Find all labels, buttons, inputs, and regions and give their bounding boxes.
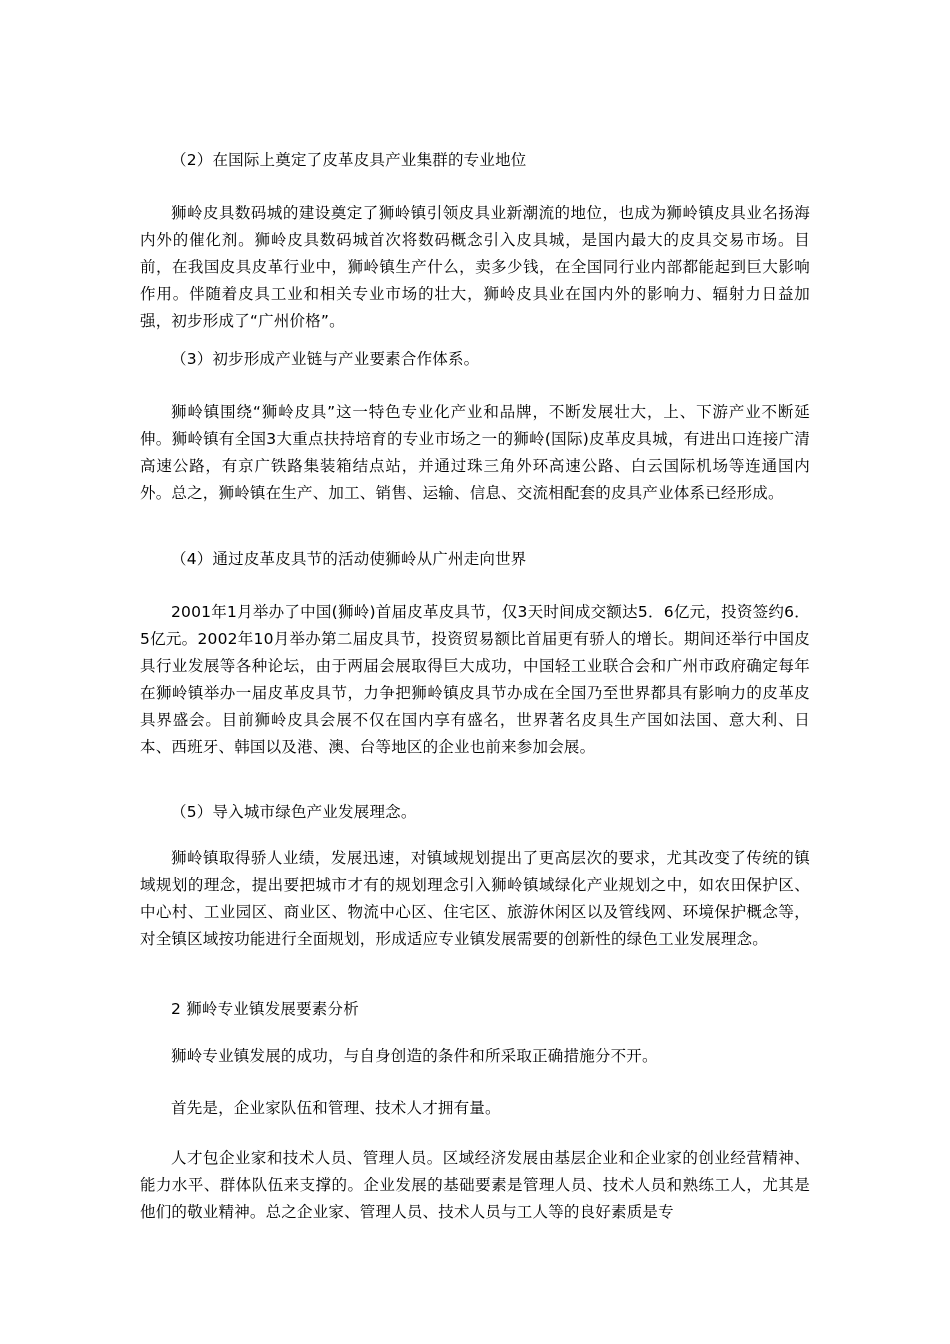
section-heading-2-analysis: 2 狮岭专业镇发展要素分析 [171,1000,359,1018]
paragraph-industry-chain: 狮岭镇围绕“狮岭皮具”这一特色专业化产业和品牌，不断发展壮大，上、下游产业不断延伸。狮岭镇有全国3大重点扶持培育的专业市场之一的狮岭(国际)皮革皮具城，有进出口连接广清高速公路，有京广铁路集装箱结点站，并通过珠三角外环高速公路、白云国际机场等连通国内外。总之，狮岭镇在生产、加工、销售、运输、信息、交流相配套的皮具产业体系已经形成。 [140,403,810,502]
paragraph-talent-details: 人才包企业家和技术人员、管理人员。区域经济发展由基层企业和企业家的创业经营精神、能力水平、群体队伍来支撑的。企业发展的基础要素是管理人员、技术人员和熟练工人，尤其是他们的敬业精神。总之企业家、管理人员、技术人员与工人等的良好素质是专 [140,1149,810,1221]
section-heading-4: （4）通过皮革皮具节的活动使狮岭从广州走向世界 [171,550,527,568]
section-heading-2: （2）在国际上奠定了皮革皮具产业集群的专业地位 [171,151,527,169]
paragraph-talent-first: 首先是，企业家队伍和管理、技术人才拥有量。 [171,1099,501,1117]
paragraph-leather-festival: 2001年1月举办了中国(狮岭)首届皮革皮具节，仅3天时间成交额达5．6亿元，投资签约6．5亿元。2002年10月举办第二届皮具节，投资贸易额比首届更有骄人的增长。期间还举行中国皮具行业发展等各种论坛，由于两届会展取得巨大成功，中国轻工业联合会和广州市政府确定每年在狮岭镇举办一届皮革皮具节，力争把狮岭镇皮具节办成在全国乃至世界都具有影响力的皮革皮具界盛会。目前狮岭皮具会展不仅在国内享有盛名，世界著名皮具生产国如法国、意大利、日本、西班牙、韩国以及港、澳、台等地区的企业也前来参加会展。 [140,603,810,756]
paragraph-green-industry: 狮岭镇取得骄人业绩，发展迅速，对镇域规划提出了更高层次的要求，尤其改变了传统的镇域规划的理念，提出要把城市才有的规划理念引入狮岭镇域绿化产业规划之中，如农田保护区、中心村、工业园区、商业区、物流中心区、住宅区、旅游休闲区以及管线网、环境保护概念等，对全镇区域按功能进行全面规划，形成适应专业镇发展需要的创新性的绿色工业发展理念。 [140,849,810,948]
paragraph-success-factors: 狮岭专业镇发展的成功，与自身创造的条件和所采取正确措施分不开。 [171,1047,658,1065]
section-heading-5: （5）导入城市绿色产业发展理念。 [171,803,417,821]
section-heading-3: （3）初步形成产业链与产业要素合作体系。 [171,350,480,368]
paragraph-digital-city: 狮岭皮具数码城的建设奠定了狮岭镇引领皮具业新潮流的地位，也成为狮岭镇皮具业名扬海内外的催化剂。狮岭皮具数码城首次将数码概念引入皮具城，是国内最大的皮具交易市场。目前，在我国皮具皮革行业中，狮岭镇生产什么，卖多少钱，在全国同行业内部都能起到巨大影响作用。伴随着皮具工业和相关专业市场的壮大，狮岭皮具业在国内外的影响力、辐射力日益加强，初步形成了“广州价格”。 [140,204,810,330]
